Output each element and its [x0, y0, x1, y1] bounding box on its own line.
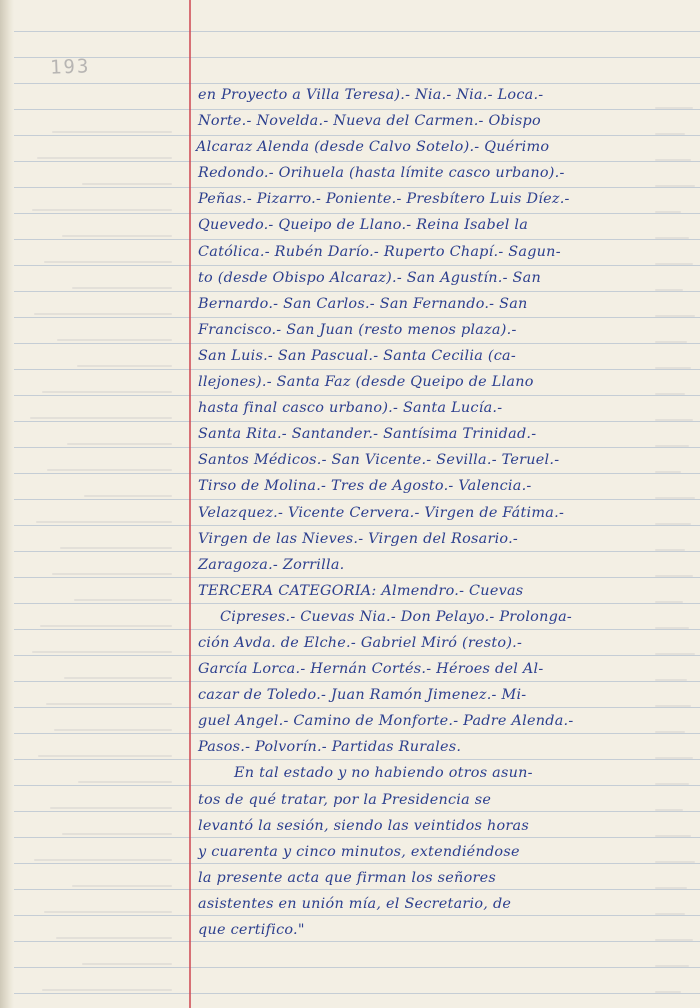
text-line: En tal estado y no habiendo otros asun- — [234, 765, 533, 782]
text-line: hasta final casco urbano).- Santa Lucía.- — [198, 400, 503, 417]
text-line: García Lorca.- Hernán Cortés.- Héroes del Al- — [198, 661, 544, 678]
text-line: Norte.- Novelda.- Nueva del Carmen.- Obispo — [198, 113, 541, 130]
text-line: Velazquez.- Vicente Cervera.- Virgen de Fátima.- — [198, 504, 565, 521]
text-line: Peñas.- Pizarro.- Poniente.- Presbítero Luis Díez.- — [198, 191, 570, 208]
text-line: ción Avda. de Elche.- Gabriel Miró (resto).- — [198, 634, 523, 651]
text-line: TERCERA CATEGORIA: Almendro.- Cuevas — [198, 582, 524, 599]
binding-edge — [0, 0, 14, 1008]
page-number: 193 — [49, 55, 91, 79]
text-line: levantó la sesión, siendo las veintidos horas — [198, 817, 529, 834]
text-line: Pasos.- Polvorín.- Partidas Rurales. — [198, 739, 462, 756]
text-line: Tirso de Molina.- Tres de Agosto.- Valencia.- — [198, 478, 532, 495]
text-line: en Proyecto a Villa Teresa).- Nia.- Nia.- Loca.- — [198, 87, 544, 103]
text-line: tos de qué tratar, por la Presidencia se — [198, 791, 492, 808]
handwritten-text — [198, 82, 668, 943]
text-line: San Luis.- San Pascual.- Santa Cecilia (ca- — [198, 347, 516, 364]
text-line: Zaragoza.- Zorrilla. — [198, 556, 345, 573]
text-line: Santa Rita.- Santander.- Santísima Trinidad.- — [198, 426, 537, 443]
text-line: Católica.- Rubén Darío.- Ruperto Chapí.- Sagun- — [198, 243, 561, 260]
text-line: Francisco.- San Juan (resto menos plaza).- — [198, 321, 517, 338]
text-line: Cipreses.- Cuevas Nia.- Don Pelayo.- Prolonga- — [220, 608, 573, 625]
text-line: Santos Médicos.- San Vicente.- Sevilla.- Teruel.- — [198, 452, 560, 469]
text-line: asistentes en unión mía, el Secretario, de — [198, 895, 512, 912]
text-line: y cuarenta y cinco minutos, extendiéndose — [198, 843, 520, 860]
text-line: Quevedo.- Queipo de Llano.- Reina Isabel la — [198, 217, 529, 234]
text-line: to (desde Obispo Alcaraz).- San Agustín.- San — [198, 269, 541, 286]
text-line: Alcaraz Alenda (desde Calvo Sotelo).- Quérimo — [196, 139, 550, 156]
text-line: la presente acta que firman los señores — [198, 869, 497, 886]
text-line: Virgen de las Nieves.- Virgen del Rosario.- — [198, 530, 519, 547]
text-line: Redondo.- Orihuela (hasta límite casco urbano).- — [198, 165, 565, 182]
text-line: que certifico." — [198, 922, 305, 938]
text-line: llejones).- Santa Faz (desde Queipo de Llano — [198, 374, 534, 391]
bleed-through-left — [22, 120, 172, 1004]
text-line: guel Angel.- Camino de Monforte.- Padre Alenda.- — [198, 713, 574, 730]
text-line: cazar de Toledo.- Juan Ramón Jimenez.- Mi- — [198, 687, 527, 704]
text-line: Bernardo.- San Carlos.- San Fernando.- San — [198, 295, 528, 312]
margin-line — [189, 0, 191, 1008]
